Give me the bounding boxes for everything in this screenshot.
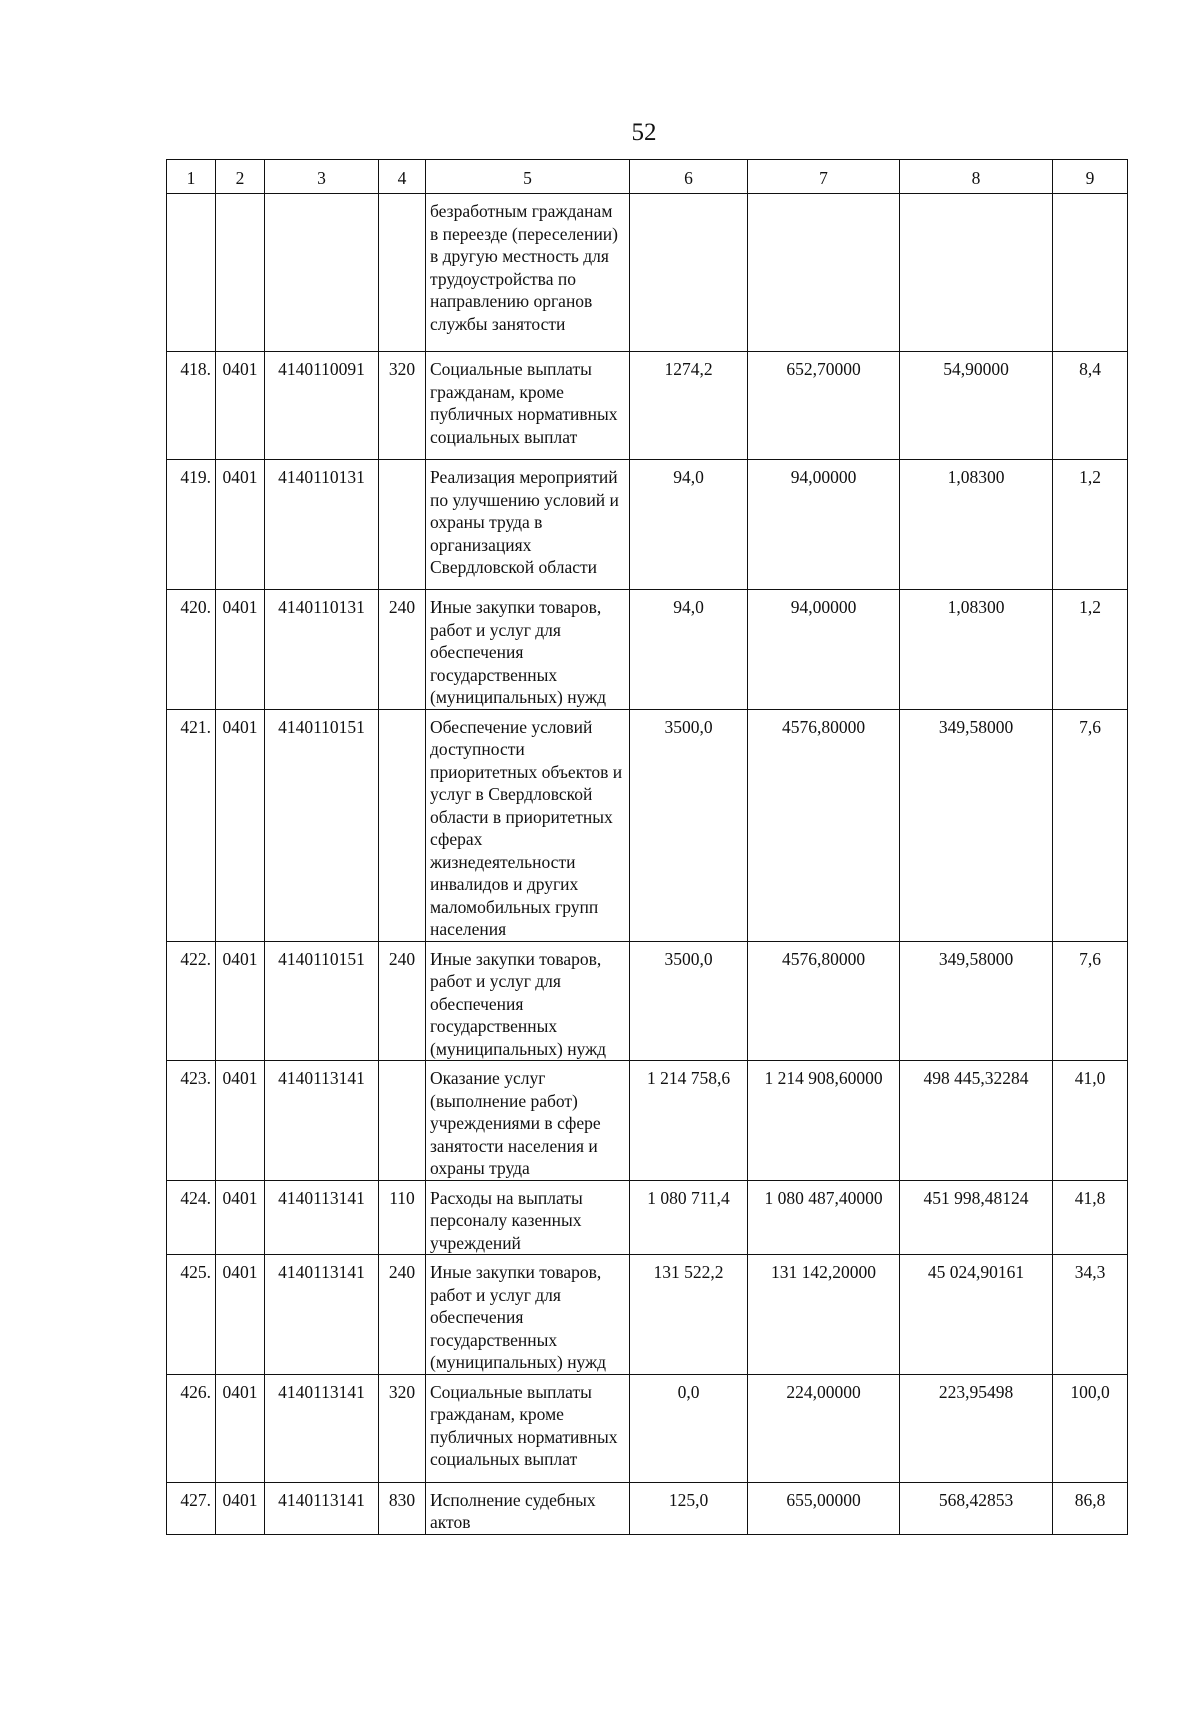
executed-amount-cell: 451 998,48124 [900,1180,1053,1255]
item-name-cell: Социальные выплаты гражданам, кроме публичных нормативных социальных выплат [426,1374,630,1482]
item-name-cell: Обеспечение условий доступности приоритетных объектов и услуг в Свердловской области в приоритетных сферах жизнедеятельности инвалидов и других маломобильных групп населения [426,709,630,941]
row-number-cell: 421. [167,709,216,941]
header-col-5: 5 [426,160,630,194]
target-article-cell: 4140110091 [265,352,379,460]
executed-amount-cell: 1,08300 [900,590,1053,710]
table-row [167,590,1128,710]
execution-percent-cell: 7,6 [1053,709,1128,941]
target-article-cell: 4140110151 [265,709,379,941]
table-row [167,1374,1128,1482]
execution-percent-cell: 86,8 [1053,1482,1128,1534]
page-number: 52 [631,119,657,146]
table-row [167,709,1128,941]
row-number-cell: 420. [167,590,216,710]
item-name-cell: Оказание услуг (выполнение работ) учреждениями в сфере занятости населения и охраны труда [426,1061,630,1181]
section-code-cell: 0401 [216,709,265,941]
row-number-cell: 418. [167,352,216,460]
target-article-cell [265,194,379,352]
executed-amount-cell: 45 024,90161 [900,1255,1053,1375]
row-number-cell: 424. [167,1180,216,1255]
plan-amount-cell: 3500,0 [630,709,748,941]
header-col-8: 8 [900,160,1053,194]
item-name-cell: Реализация мероприятий по улучшению условий и охраны труда в организациях Свердловской области [426,460,630,590]
expense-type-cell: 830 [379,1482,426,1534]
section-code-cell: 0401 [216,1255,265,1375]
section-code-cell: 0401 [216,460,265,590]
executed-amount-cell: 1,08300 [900,460,1053,590]
expense-type-cell: 240 [379,1255,426,1375]
item-name-cell: Расходы на выплаты персоналу казенных учреждений [426,1180,630,1255]
target-article-cell: 4140110131 [265,590,379,710]
execution-percent-cell: 1,2 [1053,590,1128,710]
executed-amount-cell: 349,58000 [900,709,1053,941]
header-col-1: 1 [167,160,216,194]
executed-amount-cell: 349,58000 [900,941,1053,1061]
refined-amount-cell: 4576,80000 [748,709,900,941]
plan-amount-cell: 125,0 [630,1482,748,1534]
refined-amount-cell: 94,00000 [748,460,900,590]
section-code-cell: 0401 [216,1374,265,1482]
refined-amount-cell: 224,00000 [748,1374,900,1482]
section-code-cell: 0401 [216,352,265,460]
plan-amount-cell: 131 522,2 [630,1255,748,1375]
refined-amount-cell: 652,70000 [748,352,900,460]
plan-amount-cell: 1274,2 [630,352,748,460]
item-name-cell: Иные закупки товаров, работ и услуг для обеспечения государственных (муниципальных) нужд [426,941,630,1061]
table-row [167,1255,1128,1375]
expense-type-cell [379,1061,426,1181]
plan-amount-cell: 94,0 [630,590,748,710]
refined-amount-cell: 4576,80000 [748,941,900,1061]
refined-amount-cell: 1 080 487,40000 [748,1180,900,1255]
header-row [167,160,1128,194]
refined-amount-cell: 1 214 908,60000 [748,1061,900,1181]
row-number-cell: 419. [167,460,216,590]
row-number-cell: 425. [167,1255,216,1375]
execution-percent-cell: 41,0 [1053,1061,1128,1181]
execution-percent-cell: 8,4 [1053,352,1128,460]
plan-amount-cell: 3500,0 [630,941,748,1061]
item-name-cell: Иные закупки товаров, работ и услуг для обеспечения государственных (муниципальных) нужд [426,1255,630,1375]
executed-amount-cell: 54,90000 [900,352,1053,460]
header-col-6: 6 [630,160,748,194]
execution-percent-cell: 1,2 [1053,460,1128,590]
target-article-cell: 4140110151 [265,941,379,1061]
row-number-cell: 423. [167,1061,216,1181]
target-article-cell: 4140113141 [265,1180,379,1255]
table-header [167,160,1128,194]
target-article-cell: 4140113141 [265,1061,379,1181]
row-number-cell: 427. [167,1482,216,1534]
table-row [167,1180,1128,1255]
row-number-cell [167,194,216,352]
expense-type-cell: 320 [379,1374,426,1482]
execution-percent-cell: 7,6 [1053,941,1128,1061]
table-row [167,1482,1128,1534]
item-name-cell: Социальные выплаты гражданам, кроме публичных нормативных социальных выплат [426,352,630,460]
section-code-cell: 0401 [216,1180,265,1255]
table-row [167,194,1128,352]
expense-type-cell: 240 [379,941,426,1061]
table-row [167,352,1128,460]
section-code-cell: 0401 [216,1482,265,1534]
row-number-cell: 426. [167,1374,216,1482]
expense-type-cell [379,194,426,352]
plan-amount-cell: 1 080 711,4 [630,1180,748,1255]
target-article-cell: 4140113141 [265,1374,379,1482]
target-article-cell: 4140113141 [265,1482,379,1534]
header-col-7: 7 [748,160,900,194]
plan-amount-cell: 94,0 [630,460,748,590]
execution-percent-cell: 41,8 [1053,1180,1128,1255]
table-row [167,1061,1128,1181]
execution-percent-cell [1053,194,1128,352]
refined-amount-cell: 94,00000 [748,590,900,710]
plan-amount-cell: 1 214 758,6 [630,1061,748,1181]
refined-amount-cell: 655,00000 [748,1482,900,1534]
target-article-cell: 4140113141 [265,1255,379,1375]
table-row [167,460,1128,590]
execution-percent-cell: 100,0 [1053,1374,1128,1482]
row-number-cell: 422. [167,941,216,1061]
target-article-cell: 4140110131 [265,460,379,590]
executed-amount-cell: 223,95498 [900,1374,1053,1482]
table-body [167,194,1128,1535]
expense-type-cell: 110 [379,1180,426,1255]
item-name-cell: Исполнение судебных актов [426,1482,630,1534]
table-row [167,941,1128,1061]
executed-amount-cell: 568,42853 [900,1482,1053,1534]
expense-type-cell: 320 [379,352,426,460]
budget-table [166,159,1128,1535]
execution-percent-cell: 34,3 [1053,1255,1128,1375]
executed-amount-cell [900,194,1053,352]
executed-amount-cell: 498 445,32284 [900,1061,1053,1181]
item-name-cell: безработным гражданам в переезде (переселении) в другую местность для трудоустройства по направлению органов службы занятости [426,194,630,352]
header-col-9: 9 [1053,160,1128,194]
header-col-4: 4 [379,160,426,194]
item-name-cell: Иные закупки товаров, работ и услуг для обеспечения государственных (муниципальных) нужд [426,590,630,710]
section-code-cell: 0401 [216,941,265,1061]
expense-type-cell: 240 [379,590,426,710]
plan-amount-cell [630,194,748,352]
header-col-3: 3 [265,160,379,194]
refined-amount-cell [748,194,900,352]
expense-type-cell [379,709,426,941]
plan-amount-cell: 0,0 [630,1374,748,1482]
section-code-cell [216,194,265,352]
section-code-cell: 0401 [216,590,265,710]
expense-type-cell [379,460,426,590]
header-col-2: 2 [216,160,265,194]
section-code-cell: 0401 [216,1061,265,1181]
refined-amount-cell: 131 142,20000 [748,1255,900,1375]
